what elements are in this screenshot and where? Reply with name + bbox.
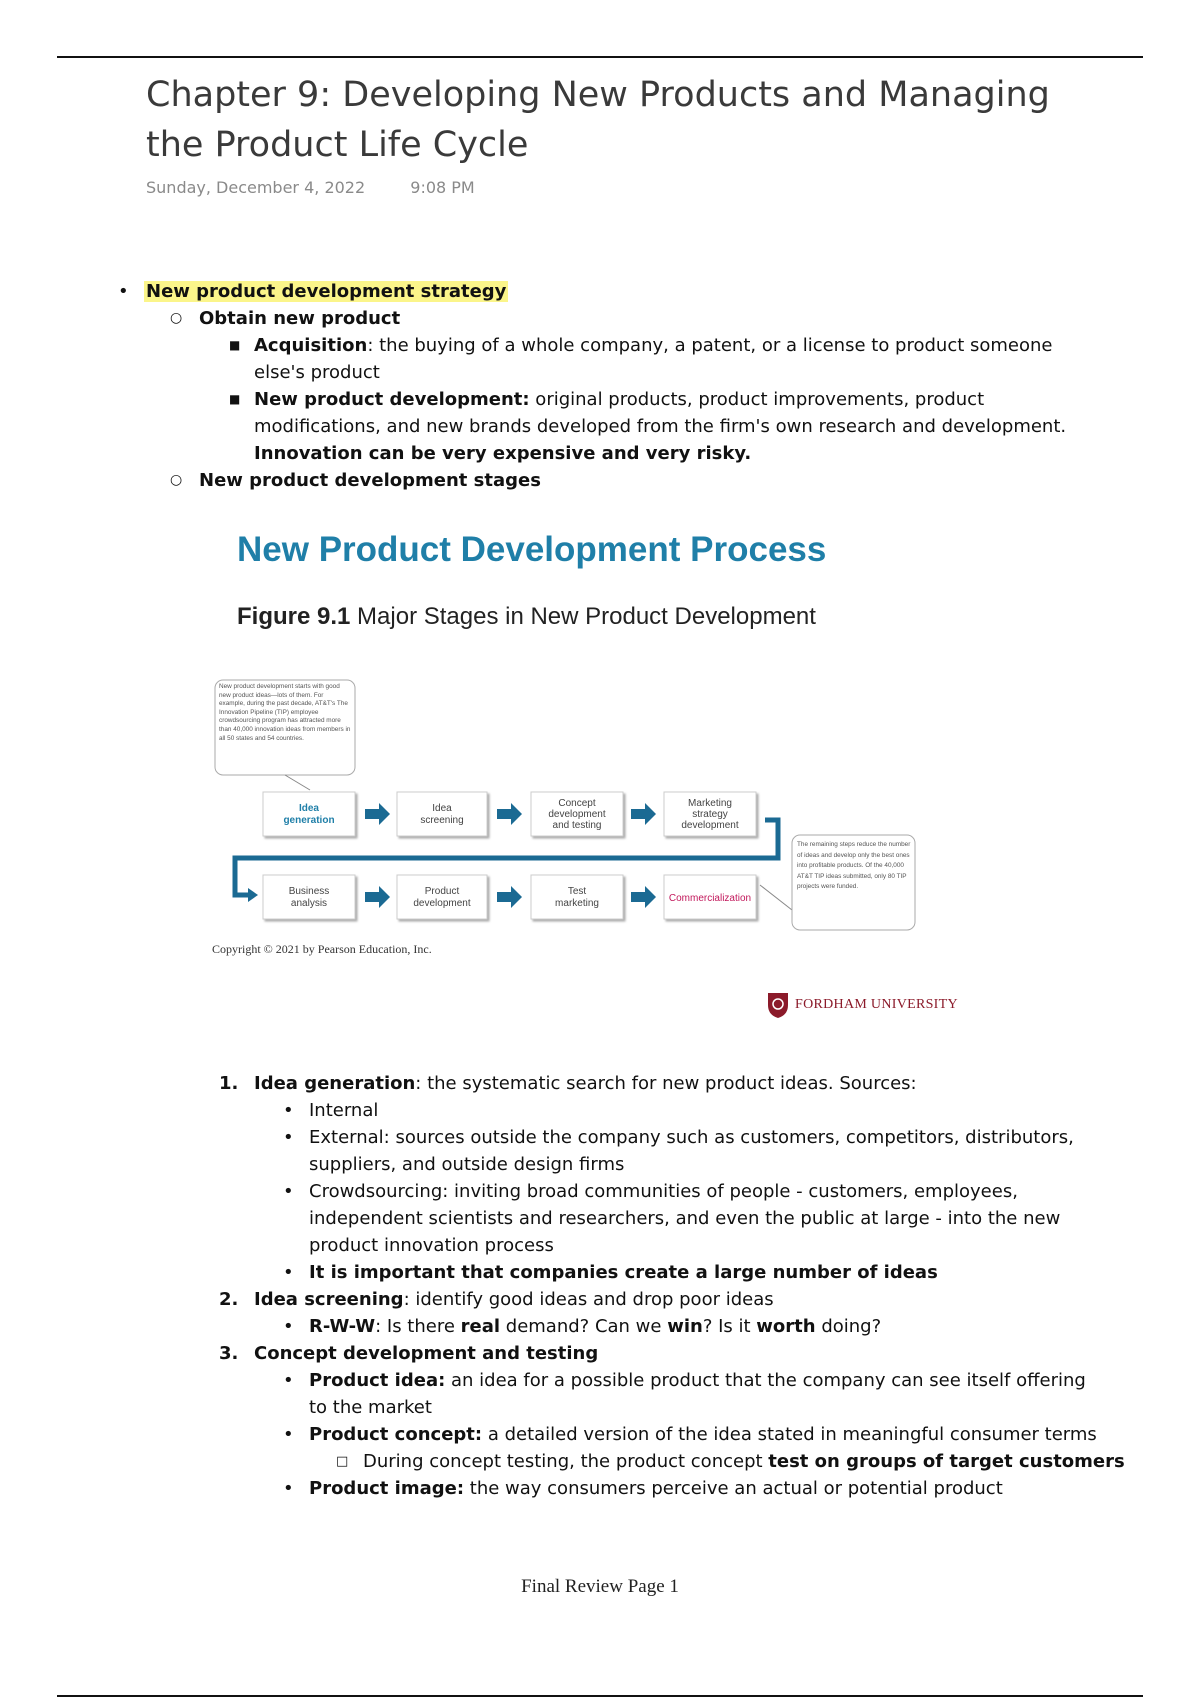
- source-crowdsourcing-cont: independent scientists and researchers, and even the public at large - into the new: [309, 1208, 1061, 1229]
- npd-note: Innovation can be very expensive and very risky.: [254, 443, 752, 464]
- arrow-2: [497, 803, 522, 825]
- product-concept-item: Product concept: a detailed version of the idea stated in meaningful consumer terms: [309, 1424, 1097, 1445]
- page-footer: Final Review Page 1: [521, 1576, 679, 1597]
- stage-label-product-development: Product development: [413, 886, 471, 909]
- list-number: 3.: [219, 1343, 239, 1364]
- bullet-circle: ○: [170, 472, 183, 488]
- bullet-disc: •: [283, 1316, 294, 1337]
- figure-heading: New Product Development Process: [237, 530, 827, 569]
- stage-box-commercialization: [664, 875, 756, 919]
- bullet-disc: •: [283, 1478, 294, 1499]
- acquisition-cont: else's product: [254, 362, 380, 383]
- figure-slide: [200, 520, 960, 1040]
- list-item-concept: Concept development and testing: [254, 1343, 599, 1364]
- figure-copyright: Copyright © 2021 by Pearson Education, Inc.: [212, 942, 432, 956]
- stage-box-idea-generation: [263, 792, 355, 836]
- callout-right-pointer: [760, 885, 792, 910]
- bullet-circle: ○: [170, 310, 183, 326]
- shield-icon: [765, 990, 791, 1020]
- page-meta: [146, 178, 475, 197]
- arrow-6: [631, 886, 656, 908]
- stage-label-idea-generation: Idea generation: [283, 803, 335, 826]
- bullet-disc: •: [283, 1424, 294, 1445]
- stage-box-business-analysis: [263, 875, 355, 919]
- stages-heading: New product development stages: [199, 470, 541, 491]
- callout-left-pointer: [285, 775, 310, 790]
- row-connector-head: [248, 888, 258, 902]
- callout-right: The remaining steps reduce the number of ideas and develop only the best ones into profitable products. Of the 40,000 AT&T TIP ideas submitted, only 80 TIP projects were funded.: [797, 841, 911, 890]
- bullet-disc: •: [283, 1127, 294, 1148]
- stage-box-product-development: [397, 875, 487, 919]
- bullet-disc: •: [283, 1181, 294, 1202]
- product-idea-item: Product idea: an idea for a possible product that the company can see itself offering: [309, 1370, 1086, 1391]
- arrow-3: [631, 803, 656, 825]
- strategy-highlight: New product development strategy: [146, 281, 507, 302]
- obtain-heading: Obtain new product: [199, 308, 401, 329]
- figure-caption: Figure 9.1 Major Stages in New Product Development: [237, 603, 816, 630]
- stage-label-idea-screening: Idea screening: [420, 803, 464, 826]
- stage-label-concept: Concept development and testing: [548, 798, 606, 831]
- bullet-disc: •: [118, 281, 129, 302]
- page-time: 9:08 PM: [410, 178, 475, 197]
- fordham-logo: [765, 990, 958, 1020]
- acquisition-item: Acquisition: the buying of a whole company, a patent, or a license to product someone: [254, 335, 1053, 356]
- source-crowdsourcing-cont: product innovation process: [309, 1235, 554, 1256]
- list-number: 2.: [219, 1289, 239, 1310]
- page-title: Chapter 9: Developing New Products and Managing the Product Life Cycle: [146, 75, 1050, 165]
- page-date: Sunday, December 4, 2022: [146, 178, 366, 197]
- stage-label-business-analysis: Business analysis: [288, 886, 330, 909]
- callout-left: New product development starts with good new product ideas—lots of them. For example, during the past decade, AT&T's The Innovation Pipeline (TIP) employee crowdsourcing program has attracted more than 40,000 innovation ideas from members in all 50 states and 54 countries.: [219, 683, 351, 742]
- stage-box-test-marketing: [531, 875, 623, 919]
- source-internal: Internal: [309, 1100, 379, 1121]
- list-item-idea-generation: Idea generation: the systematic search for new product ideas. Sources:: [254, 1073, 917, 1094]
- npd-item: New product development: original products, product improvements, product: [254, 389, 985, 410]
- stage-label-commercialization: Commercialization: [668, 893, 752, 904]
- source-external: External: sources outside the company such as customers, competitors, distributors,: [309, 1127, 1074, 1148]
- process-diagram: [200, 520, 960, 940]
- strategy-heading: [144, 278, 508, 305]
- bottom-rule: [57, 1695, 1143, 1697]
- top-rule: [57, 56, 1143, 58]
- stage-label-test-marketing: Test marketing: [555, 886, 599, 909]
- list-item-idea-screening: Idea screening: identify good ideas and drop poor ideas: [254, 1289, 774, 1310]
- concept-testing-item: During concept testing, the product concept test on groups of target customers: [363, 1451, 1125, 1472]
- stage-box-concept: [531, 792, 623, 836]
- product-idea-cont: to the market: [309, 1397, 432, 1418]
- stage-box-marketing: [664, 792, 756, 836]
- arrow-5: [497, 886, 522, 908]
- bullet-disc: •: [283, 1262, 294, 1283]
- arrow-1: [365, 803, 390, 825]
- source-crowdsourcing: Crowdsourcing: inviting broad communities of people - customers, employees,: [309, 1181, 1018, 1202]
- rww-item: R-W-W: Is there real demand? Can we win? Is it worth doing?: [309, 1316, 882, 1337]
- source-external-cont: suppliers, and outside design firms: [309, 1154, 625, 1175]
- bullet-disc: •: [283, 1370, 294, 1391]
- bullet-hollow-square: □: [336, 1454, 349, 1469]
- bullet-disc: •: [283, 1100, 294, 1121]
- stage-box-idea-screening: [397, 792, 487, 836]
- large-number-note: It is important that companies create a large number of ideas: [309, 1262, 938, 1283]
- list-number: 1.: [219, 1073, 239, 1094]
- stage-label-marketing: Marketing strategy development: [681, 798, 739, 831]
- arrow-4: [365, 886, 390, 908]
- product-image-item: Product image: the way consumers perceive an actual or potential product: [309, 1478, 1003, 1499]
- fordham-logo-text: FORDHAM UNIVERSITY: [795, 997, 958, 1012]
- bullet-square: ■: [229, 338, 241, 352]
- npd-cont: modifications, and new brands developed from the firm's own research and development.: [254, 416, 1067, 437]
- bullet-square: ■: [229, 392, 241, 406]
